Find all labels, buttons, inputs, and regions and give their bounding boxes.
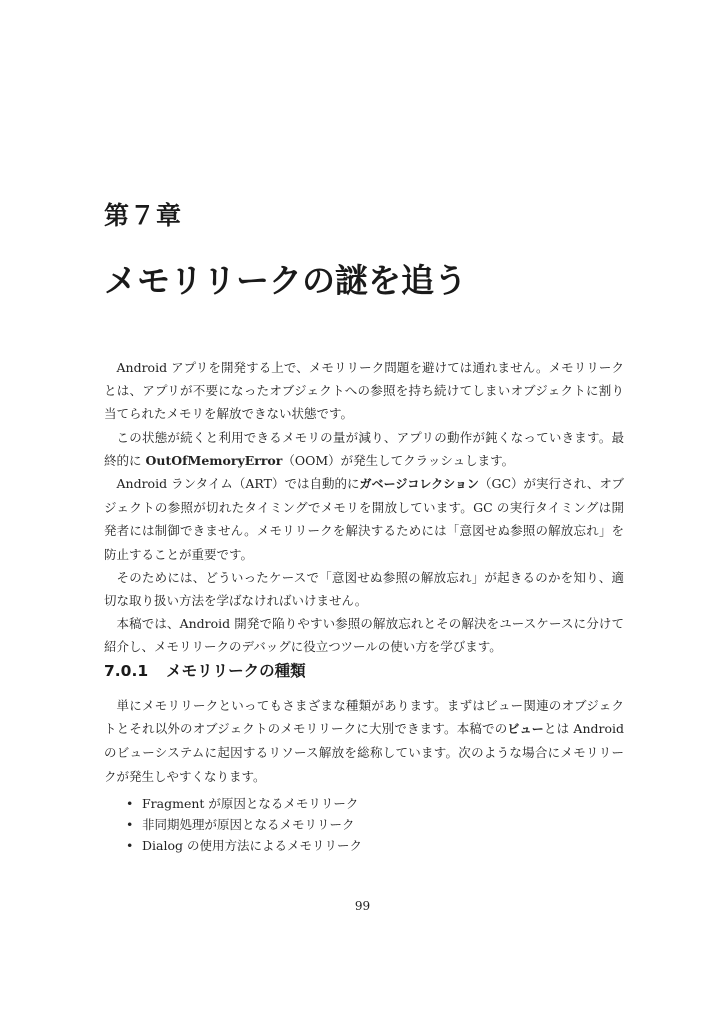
- section-p1-text: 単にメモリリークといってもさまざまな種類があります。まずはビュー関連のオブジェクトとそれ以外のオブジェクトのメモリリークに大別できます。本稿での: [104, 698, 624, 737]
- view-term: ビュー: [507, 722, 544, 737]
- chapter-title: メモリリークの謎を追う: [104, 261, 467, 300]
- section-number: 7.0.1: [104, 662, 149, 680]
- section-p1-text-end: とは Android のビューシステムに起因するリソース解放を総称しています。次のような場合にメモリリークが発生しやすくなります。: [104, 721, 624, 784]
- chapter-label: 第７章: [104, 201, 183, 230]
- section-title: メモリリークの種類: [166, 662, 306, 680]
- oom-term: OutOfMemoryError: [145, 452, 283, 468]
- intro-paragraph-4: そのためには、どういったケースで「意図せぬ参照の解放忘れ」が起きるのかを知り、適切な取り扱い方法を学ばなければいけません。: [104, 569, 624, 609]
- list-item-text: Dialog の使用方法によるメモリリーク: [142, 838, 362, 853]
- intro-paragraph-5: 本稿では、Android 開発で陥りやすい参照の解放忘れとその解決をユースケースに分けて紹介し、メモリリークのデバッグに役立つツールの使い方を学びます。: [104, 616, 624, 655]
- leak-types-list: [126, 793, 606, 856]
- intro-p3-text-end: （GC）が実行され、オブジェクトの参照が切れたタイミングでメモリを開放しています。GC の実行タイミングは開発者には制御できません。メモリリークを解決するためには「意図せぬ参照の解放忘れ」を防止することが重要です。: [104, 476, 624, 562]
- list-item: [126, 814, 606, 835]
- intro-p2-text: この状態が続くと利用できるメモリの量が減り、アプリの動作が鈍くなっていきます。最終的に: [104, 429, 624, 468]
- list-item-text: 非同期処理が原因となるメモリリーク: [142, 817, 355, 832]
- intro-paragraph-3: [104, 472, 624, 566]
- bullet-icon: •: [126, 817, 134, 832]
- intro-p2-text-end: （OOM）が発生してクラッシュします。: [282, 452, 515, 468]
- bullet-icon: •: [126, 838, 134, 853]
- section-heading: [104, 659, 306, 681]
- intro-body: [104, 356, 624, 659]
- list-item-text: Fragment が原因となるメモリリーク: [142, 796, 359, 811]
- intro-paragraph-2: [104, 426, 624, 472]
- section-body: [104, 694, 624, 788]
- intro-paragraph-1: Android アプリを開発する上で、メモリリーク問題を避けては通れません。メモリリークとは、アプリが不要になったオブジェクトへの参照を持ち続けてしまいオブジェクトに割り当てられたメモリを解放できない状態です。: [104, 360, 624, 422]
- bullet-icon: •: [126, 796, 134, 811]
- intro-p3-text: Android ランタイム（ART）では自動的に: [116, 476, 360, 492]
- section-paragraph-1: [104, 694, 624, 788]
- list-item: [126, 835, 606, 856]
- gc-term: ガベージコレクション: [359, 477, 479, 492]
- list-item: [126, 793, 606, 814]
- page-number: 99: [354, 899, 371, 913]
